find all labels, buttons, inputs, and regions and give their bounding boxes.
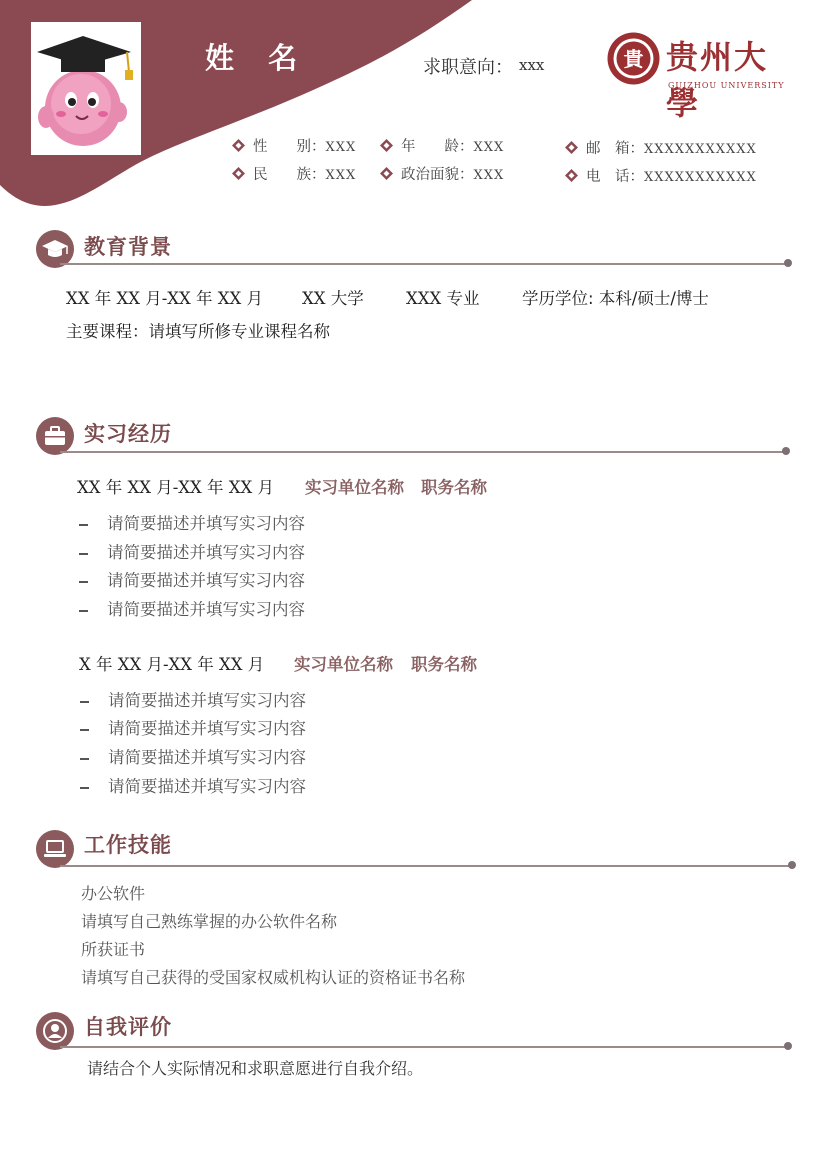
internship-title: 实习经历: [84, 422, 172, 446]
job-intent-value: xxx: [519, 56, 545, 74]
info-label: 电 话：: [586, 169, 644, 185]
skills-title: 工作技能: [84, 833, 172, 857]
education-title: 教育背景: [84, 235, 172, 259]
diamond-bullet-icon: [232, 167, 245, 180]
info-label: 年 龄：: [401, 139, 474, 155]
internship-period: X 年 XX 月-XX 年 XX 月: [79, 655, 265, 674]
diamond-bullet-icon: [380, 167, 393, 180]
info-phone: [565, 165, 757, 186]
diamond-bullet-icon: [565, 169, 578, 182]
info-label: 性 别：: [253, 139, 326, 155]
seal-character: 貴: [623, 47, 644, 71]
info-ethnicity: [232, 163, 356, 184]
office-software-text: 请填写自己熟练掌握的办公软件名称: [81, 912, 338, 931]
candidate-name: 姓 名: [205, 41, 310, 75]
self-eval-text: 请结合个人实际情况和求职意愿进行自我介绍。: [87, 1059, 424, 1078]
dash-bullet-icon: [80, 787, 89, 789]
info-value: XXX: [473, 140, 505, 155]
university-logo: [606, 28, 796, 122]
mascot-avatar-icon: [31, 22, 141, 155]
info-email: [565, 137, 757, 158]
self-eval-divider: [60, 1046, 788, 1048]
internship-company: 实习单位名称: [305, 478, 404, 497]
info-political: [380, 163, 504, 184]
dash-bullet-icon: [79, 581, 88, 583]
university-name-cn: 贵州大學: [666, 38, 769, 122]
person-icon: [36, 1012, 74, 1050]
internship-bullet: 请简要描述并填写实习内容: [107, 543, 305, 562]
dash-bullet-icon: [80, 758, 89, 760]
internship-role: 职务名称: [421, 478, 487, 497]
internship-bullet: 请简要描述并填写实习内容: [108, 719, 306, 738]
diamond-bullet-icon: [565, 141, 578, 154]
skills-divider: [60, 865, 792, 867]
university-name-en: GUIZHOU UNIVERSITY: [668, 81, 785, 90]
internship-period: XX 年 XX 月-XX 年 XX 月: [77, 478, 275, 497]
briefcase-icon: [36, 417, 74, 455]
education-period: XX 年 XX 月-XX 年 XX 月: [66, 289, 264, 308]
info-label: 政治面貌：: [401, 167, 474, 183]
certificates-text: 请填写自己获得的受国家权威机构认证的资格证书名称: [81, 968, 466, 987]
info-gender: [232, 135, 356, 156]
internship-section-icon: [36, 417, 74, 455]
internship-bullet: 请简要描述并填写实习内容: [107, 571, 305, 590]
internship-bullet: 请简要描述并填写实习内容: [108, 691, 306, 710]
internship-bullet: 请简要描述并填写实习内容: [108, 748, 306, 767]
diamond-bullet-icon: [232, 139, 245, 152]
dash-bullet-icon: [80, 701, 89, 703]
dash-bullet-icon: [79, 610, 88, 612]
internship-divider: [60, 451, 786, 453]
self-eval-section-icon: [36, 1012, 74, 1050]
info-label: 民 族：: [253, 167, 326, 183]
dash-bullet-icon: [79, 524, 88, 526]
job-intent-label: 求职意向：: [423, 57, 513, 78]
info-age: [380, 135, 504, 156]
info-value: XXXXXXXXXXX: [644, 170, 757, 185]
certificates-label: 所获证书: [81, 940, 146, 959]
dash-bullet-icon: [79, 553, 88, 555]
internship-bullet: 请简要描述并填写实习内容: [107, 514, 305, 533]
education-school: XX 大学: [302, 289, 364, 308]
diamond-bullet-icon: [380, 139, 393, 152]
info-label: 邮 箱：: [586, 141, 644, 157]
divider-dot: [788, 861, 796, 869]
education-degree: 学历学位: 本科/硕士/博士: [522, 289, 709, 308]
internship-bullet: 请简要描述并填写实习内容: [108, 777, 306, 796]
self-eval-title: 自我评价: [84, 1015, 172, 1039]
divider-dot: [782, 447, 790, 455]
internship-company: 实习单位名称: [294, 655, 393, 674]
office-software-label: 办公软件: [81, 884, 146, 903]
info-value: XXX: [325, 140, 357, 155]
divider-dot: [784, 1042, 792, 1050]
education-divider: [60, 263, 788, 265]
profile-photo: [31, 22, 141, 155]
laptop-icon: [36, 830, 74, 868]
internship-bullet: 请简要描述并填写实习内容: [107, 600, 305, 619]
info-value: XXXXXXXXXXX: [644, 142, 757, 157]
education-major: XXX 专业: [406, 289, 480, 308]
divider-dot: [784, 259, 792, 267]
internship-role: 职务名称: [411, 655, 477, 674]
info-value: XXX: [325, 168, 357, 183]
education-courses: 主要课程：请填写所修专业课程名称: [66, 322, 330, 341]
dash-bullet-icon: [80, 729, 89, 731]
skills-section-icon: [36, 830, 74, 868]
university-seal-icon: [606, 31, 661, 86]
info-value: XXX: [473, 168, 505, 183]
